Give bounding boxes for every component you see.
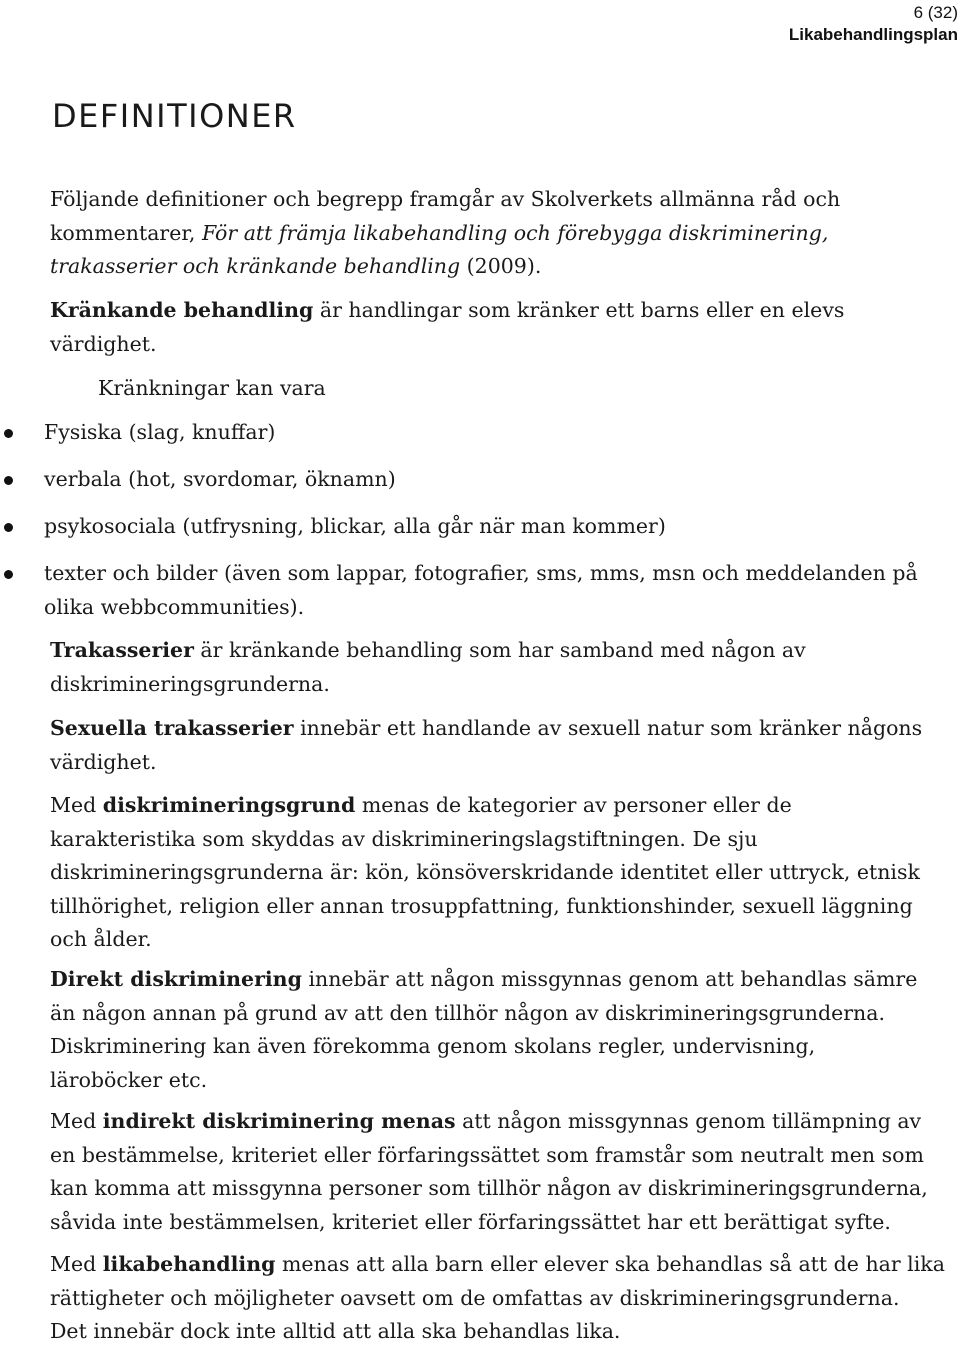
list-item-text: verbala (hot, svordomar, öknamn) <box>44 467 396 491</box>
likabehandling-paragraph <box>50 1248 956 1349</box>
indirekt-line-1 <box>50 1105 956 1139</box>
trakasserier-definition: är kränkande behandling som har samband med någon av <box>193 638 806 662</box>
likabehandling-line-2: rättigheter och möjligheter oavsett om de omfattas av diskrimineringsgrunderna. <box>50 1285 900 1310</box>
term-indirekt-diskriminering: indirekt diskriminering menas <box>102 1109 456 1133</box>
grund-line-1 <box>50 789 956 823</box>
grund-definition: menas de kategorier av personer eller de <box>355 793 792 817</box>
direkt-line-4: läroböcker etc. <box>50 1067 208 1092</box>
indirekt-paragraph <box>50 1105 956 1239</box>
krankande-definition: är handlingar som kränker ett barns eller en elevs <box>313 298 845 322</box>
indirekt-definition: att någon missgynnas genom tillämpning av <box>455 1109 922 1133</box>
term-direkt-diskriminering: Direkt diskriminering <box>50 967 302 991</box>
sexuella-line-2: värdighet. <box>50 749 157 774</box>
publication-title-part-2: trakasserier och kränkande behandling <box>50 254 461 278</box>
direkt-line-2: än någon annan på grund av att den tillhör någon av diskrimineringsgrunderna. <box>50 1000 885 1025</box>
bullet-icon <box>4 570 13 579</box>
publication-title-part-1: För att främja likabehandling och förebygga diskriminering, <box>201 220 829 245</box>
intro-line-1: Följande definitioner och begrepp framgår av Skolverkets allmänna råd och <box>50 187 841 211</box>
indirekt-prefix: Med <box>50 1109 103 1133</box>
intro-line-3 <box>50 250 956 284</box>
trakasserier-line-1 <box>50 634 956 668</box>
list-item-text: Fysiska (slag, knuffar) <box>44 420 276 444</box>
intro-text: kommentarer, <box>50 220 202 245</box>
trakasserier-paragraph <box>50 634 956 701</box>
grund-prefix: Med <box>50 793 103 817</box>
krankande-paragraph <box>50 294 956 361</box>
krankande-line-1 <box>50 294 956 328</box>
likabehandling-line-1 <box>50 1248 956 1282</box>
likabehandling-line-3: Det innebär dock inte alltid att alla ska behandlas lika. <box>50 1319 621 1343</box>
term-sexuella-trakasserier: Sexuella trakasserier <box>50 716 294 740</box>
grund-line-5: och ålder. <box>50 927 152 951</box>
bullet-icon <box>4 476 13 485</box>
grund-line-2: karakteristika som skyddas av diskrimineringslagstiftningen. De sju <box>50 826 758 851</box>
list-item-line: olika webbcommunities). <box>44 594 305 619</box>
page-title: DEFINITIONER <box>52 97 297 135</box>
term-diskrimineringsgrund: diskrimineringsgrund <box>102 793 356 817</box>
direkt-paragraph <box>50 963 956 1097</box>
list-item-line: texter och bilder (även som lappar, fotografier, sms, mms, msn och meddelanden på <box>44 561 918 585</box>
term-trakasserier: Trakasserier <box>50 638 194 662</box>
sexuella-definition: innebär ett handlande av sexuell natur som kränker någons <box>293 716 923 740</box>
direkt-definition: innebär att någon missgynnas genom att behandlas sämre <box>301 967 918 991</box>
publication-year: (2009). <box>460 254 542 278</box>
trakasserier-line-2: diskrimineringsgrunderna. <box>50 671 330 696</box>
term-likabehandling: likabehandling <box>102 1252 276 1276</box>
document-title: Likabehandlingsplan <box>788 25 958 44</box>
direkt-line-3: Diskriminering kan även förekomma genom skolans regler, undervisning, <box>50 1034 816 1058</box>
sexuella-paragraph <box>50 712 956 779</box>
indirekt-line-2: en bestämmelse, kriteriet eller förfaringssättet som framstår som neutralt men som <box>50 1142 924 1167</box>
sexuella-line-1 <box>50 712 956 746</box>
intro-paragraph <box>50 183 956 284</box>
likabehandling-definition: menas att alla barn eller elever ska behandlas så att de har lika <box>275 1252 945 1276</box>
grund-line-4: tillhörighet, religion eller annan trosuppfattning, funktionshinder, sexuell läggning <box>50 893 913 918</box>
list-item-text <box>44 557 918 624</box>
term-krankande-behandling: Kränkande behandling <box>50 298 314 322</box>
list-item-text: psykosociala (utfrysning, blickar, alla går när man kommer) <box>44 514 666 538</box>
bullet-icon <box>4 523 13 532</box>
page-header <box>789 2 958 46</box>
likabehandling-prefix: Med <box>50 1252 103 1276</box>
bullet-icon <box>4 429 13 438</box>
grund-paragraph <box>50 789 956 957</box>
indirekt-line-3: kan komma att missgynna personer som tillhör någon av diskrimineringsgrunderna, <box>50 1176 928 1200</box>
krankningar-label: Kränkningar kan vara <box>98 376 326 400</box>
page-number: 6 (32) <box>913 3 958 22</box>
krankande-line-2: värdighet. <box>50 331 157 356</box>
grund-line-3: diskrimineringsgrunderna är: kön, könsöverskridande identitet eller uttryck, etnisk <box>50 860 920 884</box>
intro-line-2 <box>50 217 956 251</box>
indirekt-line-4: såvida inte bestämmelsen, kriteriet eller förfaringssättet har ett berättigat syfte. <box>50 1209 891 1234</box>
direkt-line-1 <box>50 963 956 997</box>
